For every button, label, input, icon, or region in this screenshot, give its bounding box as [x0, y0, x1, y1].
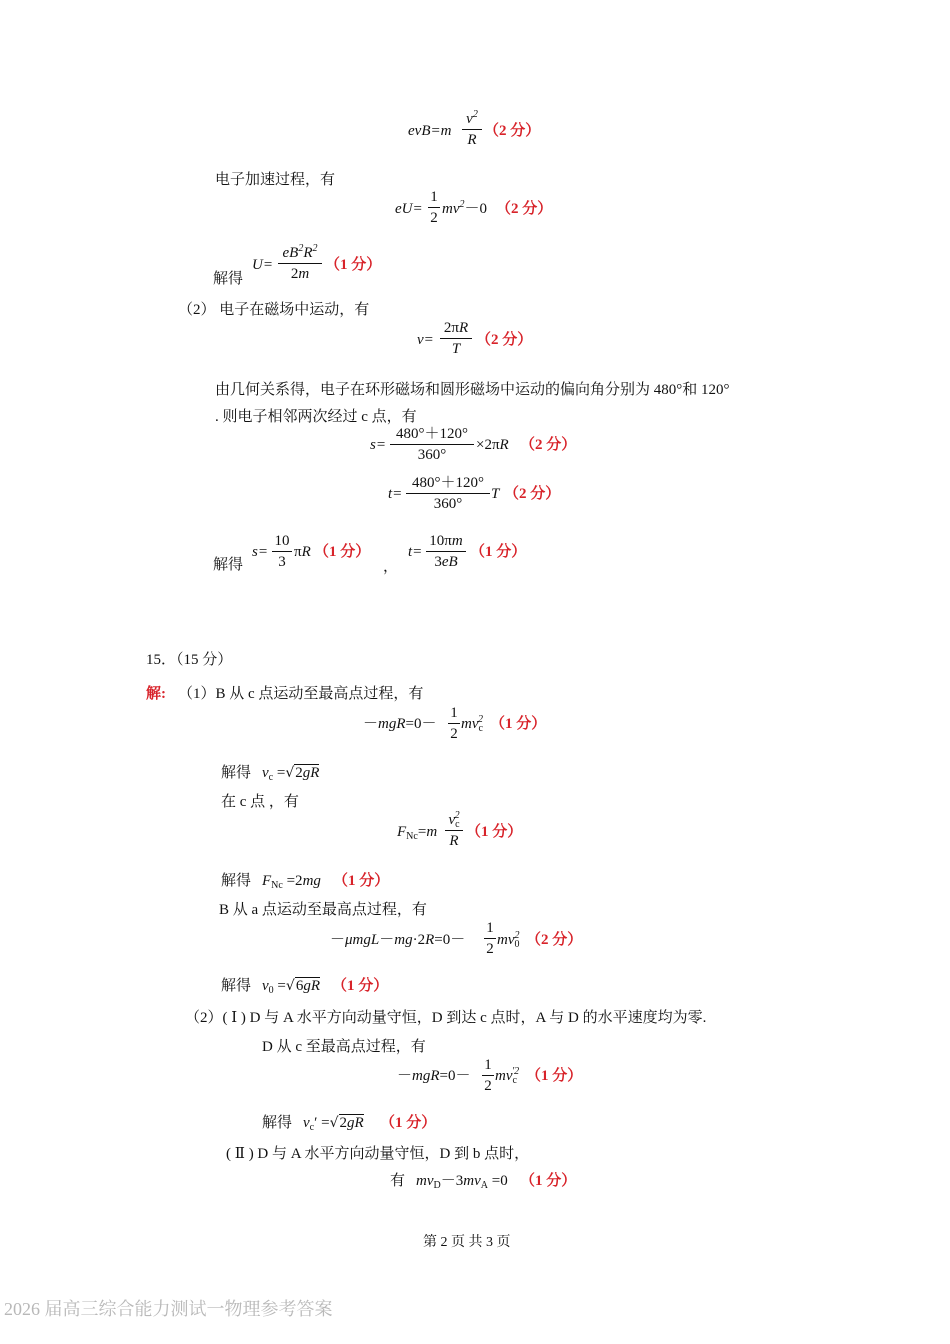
- score-label: （1 分）: [526, 1068, 583, 1084]
- score-label: （1 分）: [332, 978, 389, 994]
- score-label: （2 分）: [504, 486, 561, 502]
- score-label: （2 分）: [496, 201, 553, 217]
- score-label: （1 分）: [314, 544, 371, 560]
- angle-sum: 480°＋120°: [412, 475, 484, 491]
- part-2-intro: （2） 电子在磁场中运动，有: [178, 302, 370, 318]
- text-line: B 从 a 点运动至最高点过程，有: [219, 902, 427, 918]
- watermark: 2026 届高三综合能力测试一物理参考答案: [4, 1299, 333, 1319]
- angle-total: 360°: [433, 496, 463, 512]
- jiede-label: 解得: [221, 765, 252, 781]
- you-label: 有: [390, 1173, 406, 1189]
- jiede-label: 解得: [213, 557, 244, 573]
- jiede-label: 解得: [221, 873, 252, 889]
- score-label: （1 分）: [380, 1115, 437, 1131]
- jiede-label: 解得: [213, 271, 244, 287]
- score-label: （1 分）: [470, 544, 527, 560]
- angle-total: 360°: [417, 447, 447, 463]
- score-label: （2 分）: [484, 123, 541, 139]
- text-line: 电子加速过程，有: [215, 172, 336, 188]
- page-footer: 第 2 页 共 3 页: [423, 1235, 511, 1250]
- geometry-text: 由几何关系得，电子在环形磁场和圆形磁场中运动的偏向角分别为 480°和 120°: [215, 382, 730, 398]
- part-2-I-intro: （2）( Ⅰ ) D 与 A 水平方向动量守恒，D 到达 c 点时，A 与 D 的水平速度均为零.: [185, 1010, 707, 1026]
- question-header: 15．（15 分）: [146, 652, 233, 668]
- solution-label: 解:: [146, 686, 166, 702]
- score-label: （1 分）: [490, 716, 547, 732]
- angle-sum: 480°＋120°: [396, 426, 468, 442]
- text-line: 在 c 点 ，有: [221, 794, 299, 810]
- score-label: （1 分）: [520, 1173, 577, 1189]
- score-label: （1 分）: [325, 257, 382, 273]
- score-label: （2 分）: [520, 437, 577, 453]
- jiede-label: 解得: [262, 1115, 293, 1131]
- part-1-intro: （1）B 从 c 点运动至最高点过程，有: [178, 686, 424, 702]
- score-label: （2 分）: [476, 332, 533, 348]
- comma: ，: [383, 559, 399, 575]
- text-line: D 从 c 至最高点过程，有: [262, 1039, 426, 1055]
- score-label: （1 分）: [466, 824, 523, 840]
- score-label: （2 分）: [526, 932, 583, 948]
- part-2-II-intro: ( Ⅱ ) D 与 A 水平方向动量守恒，D 到 b 点时，: [226, 1146, 530, 1162]
- score-label: （1 分）: [333, 873, 390, 889]
- jiede-label: 解得: [221, 978, 252, 994]
- geometry-text: . 则电子相邻两次经过 c 点，有: [215, 409, 417, 425]
